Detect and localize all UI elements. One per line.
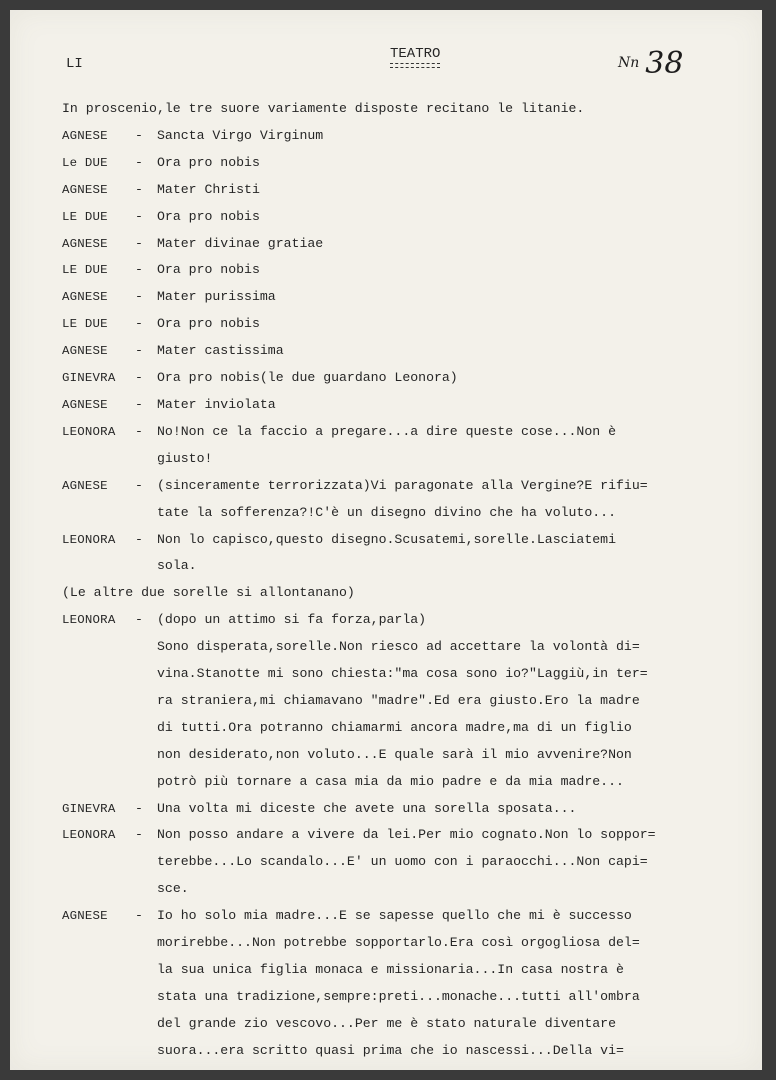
line-continuation: ra straniera,mi chiamavano "madre".Ed era giusto.Ero la madre bbox=[157, 692, 640, 708]
speaker-name: LE DUE bbox=[62, 209, 108, 224]
line-continuation: non desiderato,non voluto...E quale sarà il mio avvenire?Non bbox=[157, 746, 632, 762]
line-text: (sinceramente terrorizzata)Vi paragonate alla Vergine?E rifiu= bbox=[157, 477, 648, 493]
line-text: Non lo capisco,questo disegno.Scusatemi,sorelle.Lasciatemi bbox=[157, 531, 616, 547]
line-continuation: stata una tradizione,sempre:preti...monache...tutti all'ombra bbox=[157, 988, 640, 1004]
speaker-name: AGNESE bbox=[62, 290, 108, 305]
dialogue-block-1 bbox=[62, 123, 762, 580]
dialogue-line bbox=[62, 284, 762, 311]
speaker-name: LE DUE bbox=[62, 317, 108, 332]
speaker-name: LEONORA bbox=[62, 613, 116, 628]
dialogue-block-2 bbox=[62, 607, 762, 1064]
line-text: No!Non ce la faccio a pregare...a dire queste cose...Non è bbox=[157, 423, 616, 439]
speaker-dash: - bbox=[135, 800, 143, 816]
line-continuation: di tutti.Ora potranno chiamarmi ancora madre,ma di un figlio bbox=[157, 719, 632, 735]
line-text: Mater Christi bbox=[157, 181, 260, 197]
speaker-name: AGNESE bbox=[62, 909, 108, 924]
dialogue-line bbox=[62, 177, 762, 204]
speaker-name: AGNESE bbox=[62, 344, 108, 359]
line-continuation: la sua unica figlia monaca e missionaria...In casa nostra è bbox=[157, 962, 624, 977]
dialogue-line bbox=[62, 365, 762, 392]
title-text: TEATRO bbox=[390, 46, 441, 62]
script-body bbox=[62, 96, 762, 1065]
line-text: Sancta Virgo Virginum bbox=[157, 127, 324, 143]
speaker-name: LEONORA bbox=[62, 424, 116, 439]
page-number-scribble: Nn bbox=[618, 55, 640, 71]
line-text: Ora pro nobis bbox=[157, 154, 260, 170]
dialogue-line bbox=[62, 796, 762, 823]
line-continuation: Sono disperata,sorelle.Non riesco ad accettare la volontà di= bbox=[157, 639, 640, 655]
dialogue-line bbox=[62, 150, 762, 177]
line-continuation: morirebbe...Non potrebbe sopportarlo.Era così orgogliosa del= bbox=[157, 935, 640, 951]
line-text: Ora pro nobis bbox=[157, 208, 260, 224]
speaker-name: Le DUE bbox=[62, 155, 108, 170]
speaker-name: LE DUE bbox=[62, 263, 108, 278]
dialogue-line bbox=[62, 419, 762, 446]
speaker-dash: - bbox=[135, 370, 143, 386]
speaker-name: AGNESE bbox=[62, 128, 108, 143]
line-continuation: tate la sofferenza?!C'è un disegno divino che ha voluto... bbox=[157, 504, 616, 520]
line-text: Ora pro nobis bbox=[157, 316, 260, 332]
speaker-dash: - bbox=[135, 423, 143, 439]
line-continuation: potrò più tornare a casa mia da mio padre e da mia madre... bbox=[157, 773, 624, 789]
line-continuation: giusto! bbox=[157, 450, 213, 466]
speaker-name: AGNESE bbox=[62, 236, 108, 251]
opening-stage-direction: In proscenio,le tre suore variamente disposte recitano le litanie. bbox=[62, 101, 585, 116]
speaker-dash: - bbox=[135, 343, 143, 359]
title-underline bbox=[390, 63, 440, 68]
speaker-dash: - bbox=[135, 612, 143, 628]
speaker-dash: - bbox=[135, 289, 143, 305]
script-page bbox=[10, 10, 762, 1070]
speaker-dash: - bbox=[135, 235, 143, 251]
dialogue-line bbox=[62, 822, 762, 849]
dialogue-line bbox=[62, 338, 762, 365]
dialogue-line bbox=[62, 257, 762, 284]
line-text: Io ho solo mia madre...E se sapesse quello che mi è successo bbox=[157, 908, 632, 924]
speaker-dash: - bbox=[135, 208, 143, 224]
speaker-name: GINEVRA bbox=[62, 371, 116, 386]
line-text: Mater castissima bbox=[157, 343, 284, 359]
dialogue-line bbox=[62, 392, 762, 419]
speaker-name: LEONORA bbox=[62, 532, 116, 547]
dialogue-line bbox=[62, 903, 762, 930]
dialogue-line bbox=[62, 527, 762, 554]
speaker-dash: - bbox=[135, 908, 143, 924]
line-continuation: vina.Stanotte mi sono chiesta:"ma cosa sono io?"Laggiù,in ter= bbox=[157, 666, 648, 682]
line-text: Mater divinae gratiae bbox=[157, 235, 324, 251]
line-continuation: suora...era scritto quasi prima che io nascessi...Della vi= bbox=[157, 1042, 624, 1058]
line-continuation: sce. bbox=[157, 881, 189, 897]
line-text: Mater purissima bbox=[157, 289, 276, 305]
speaker-dash: - bbox=[135, 262, 143, 278]
dialogue-line bbox=[62, 607, 762, 634]
line-continuation: sola. bbox=[157, 558, 197, 574]
line-text: Non posso andare a vivere da lei.Per mio cognato.Non lo soppor= bbox=[157, 827, 656, 843]
speaker-name: AGNESE bbox=[62, 182, 108, 197]
speaker-name: LEONORA bbox=[62, 828, 116, 843]
line-continuation: del grande zio vescovo...Per me è stato naturale diventare bbox=[157, 1015, 616, 1031]
stage-direction: (Le altre due sorelle si allontanano) bbox=[62, 585, 355, 601]
page-marker: LI bbox=[66, 56, 83, 72]
page-title bbox=[390, 46, 440, 68]
page-number: 38 bbox=[645, 46, 684, 81]
speaker-dash: - bbox=[135, 827, 143, 843]
speaker-dash: - bbox=[135, 154, 143, 170]
line-text: Ora pro nobis(le due guardano Leonora) bbox=[157, 370, 458, 386]
dialogue-line bbox=[62, 311, 762, 338]
speaker-dash: - bbox=[135, 477, 143, 493]
speaker-dash: - bbox=[135, 181, 143, 197]
handwritten-page-number bbox=[618, 46, 683, 81]
line-text: (dopo un attimo si fa forza,parla) bbox=[157, 612, 427, 628]
line-text: Una volta mi diceste che avete una sorella sposata... bbox=[157, 800, 577, 816]
speaker-dash: - bbox=[135, 531, 143, 547]
dialogue-line bbox=[62, 473, 762, 500]
speaker-name: AGNESE bbox=[62, 478, 108, 493]
speaker-dash: - bbox=[135, 127, 143, 143]
speaker-name: AGNESE bbox=[62, 397, 108, 412]
dialogue-line bbox=[62, 204, 762, 231]
speaker-dash: - bbox=[135, 316, 143, 332]
line-text: Mater inviolata bbox=[157, 396, 276, 412]
dialogue-line bbox=[62, 123, 762, 150]
speaker-dash: - bbox=[135, 396, 143, 412]
dialogue-line bbox=[62, 231, 762, 258]
line-text: Ora pro nobis bbox=[157, 262, 260, 278]
line-continuation: terebbe...Lo scandalo...E' un uomo con i paraocchi...Non capi= bbox=[157, 854, 648, 870]
speaker-name: GINEVRA bbox=[62, 801, 116, 816]
